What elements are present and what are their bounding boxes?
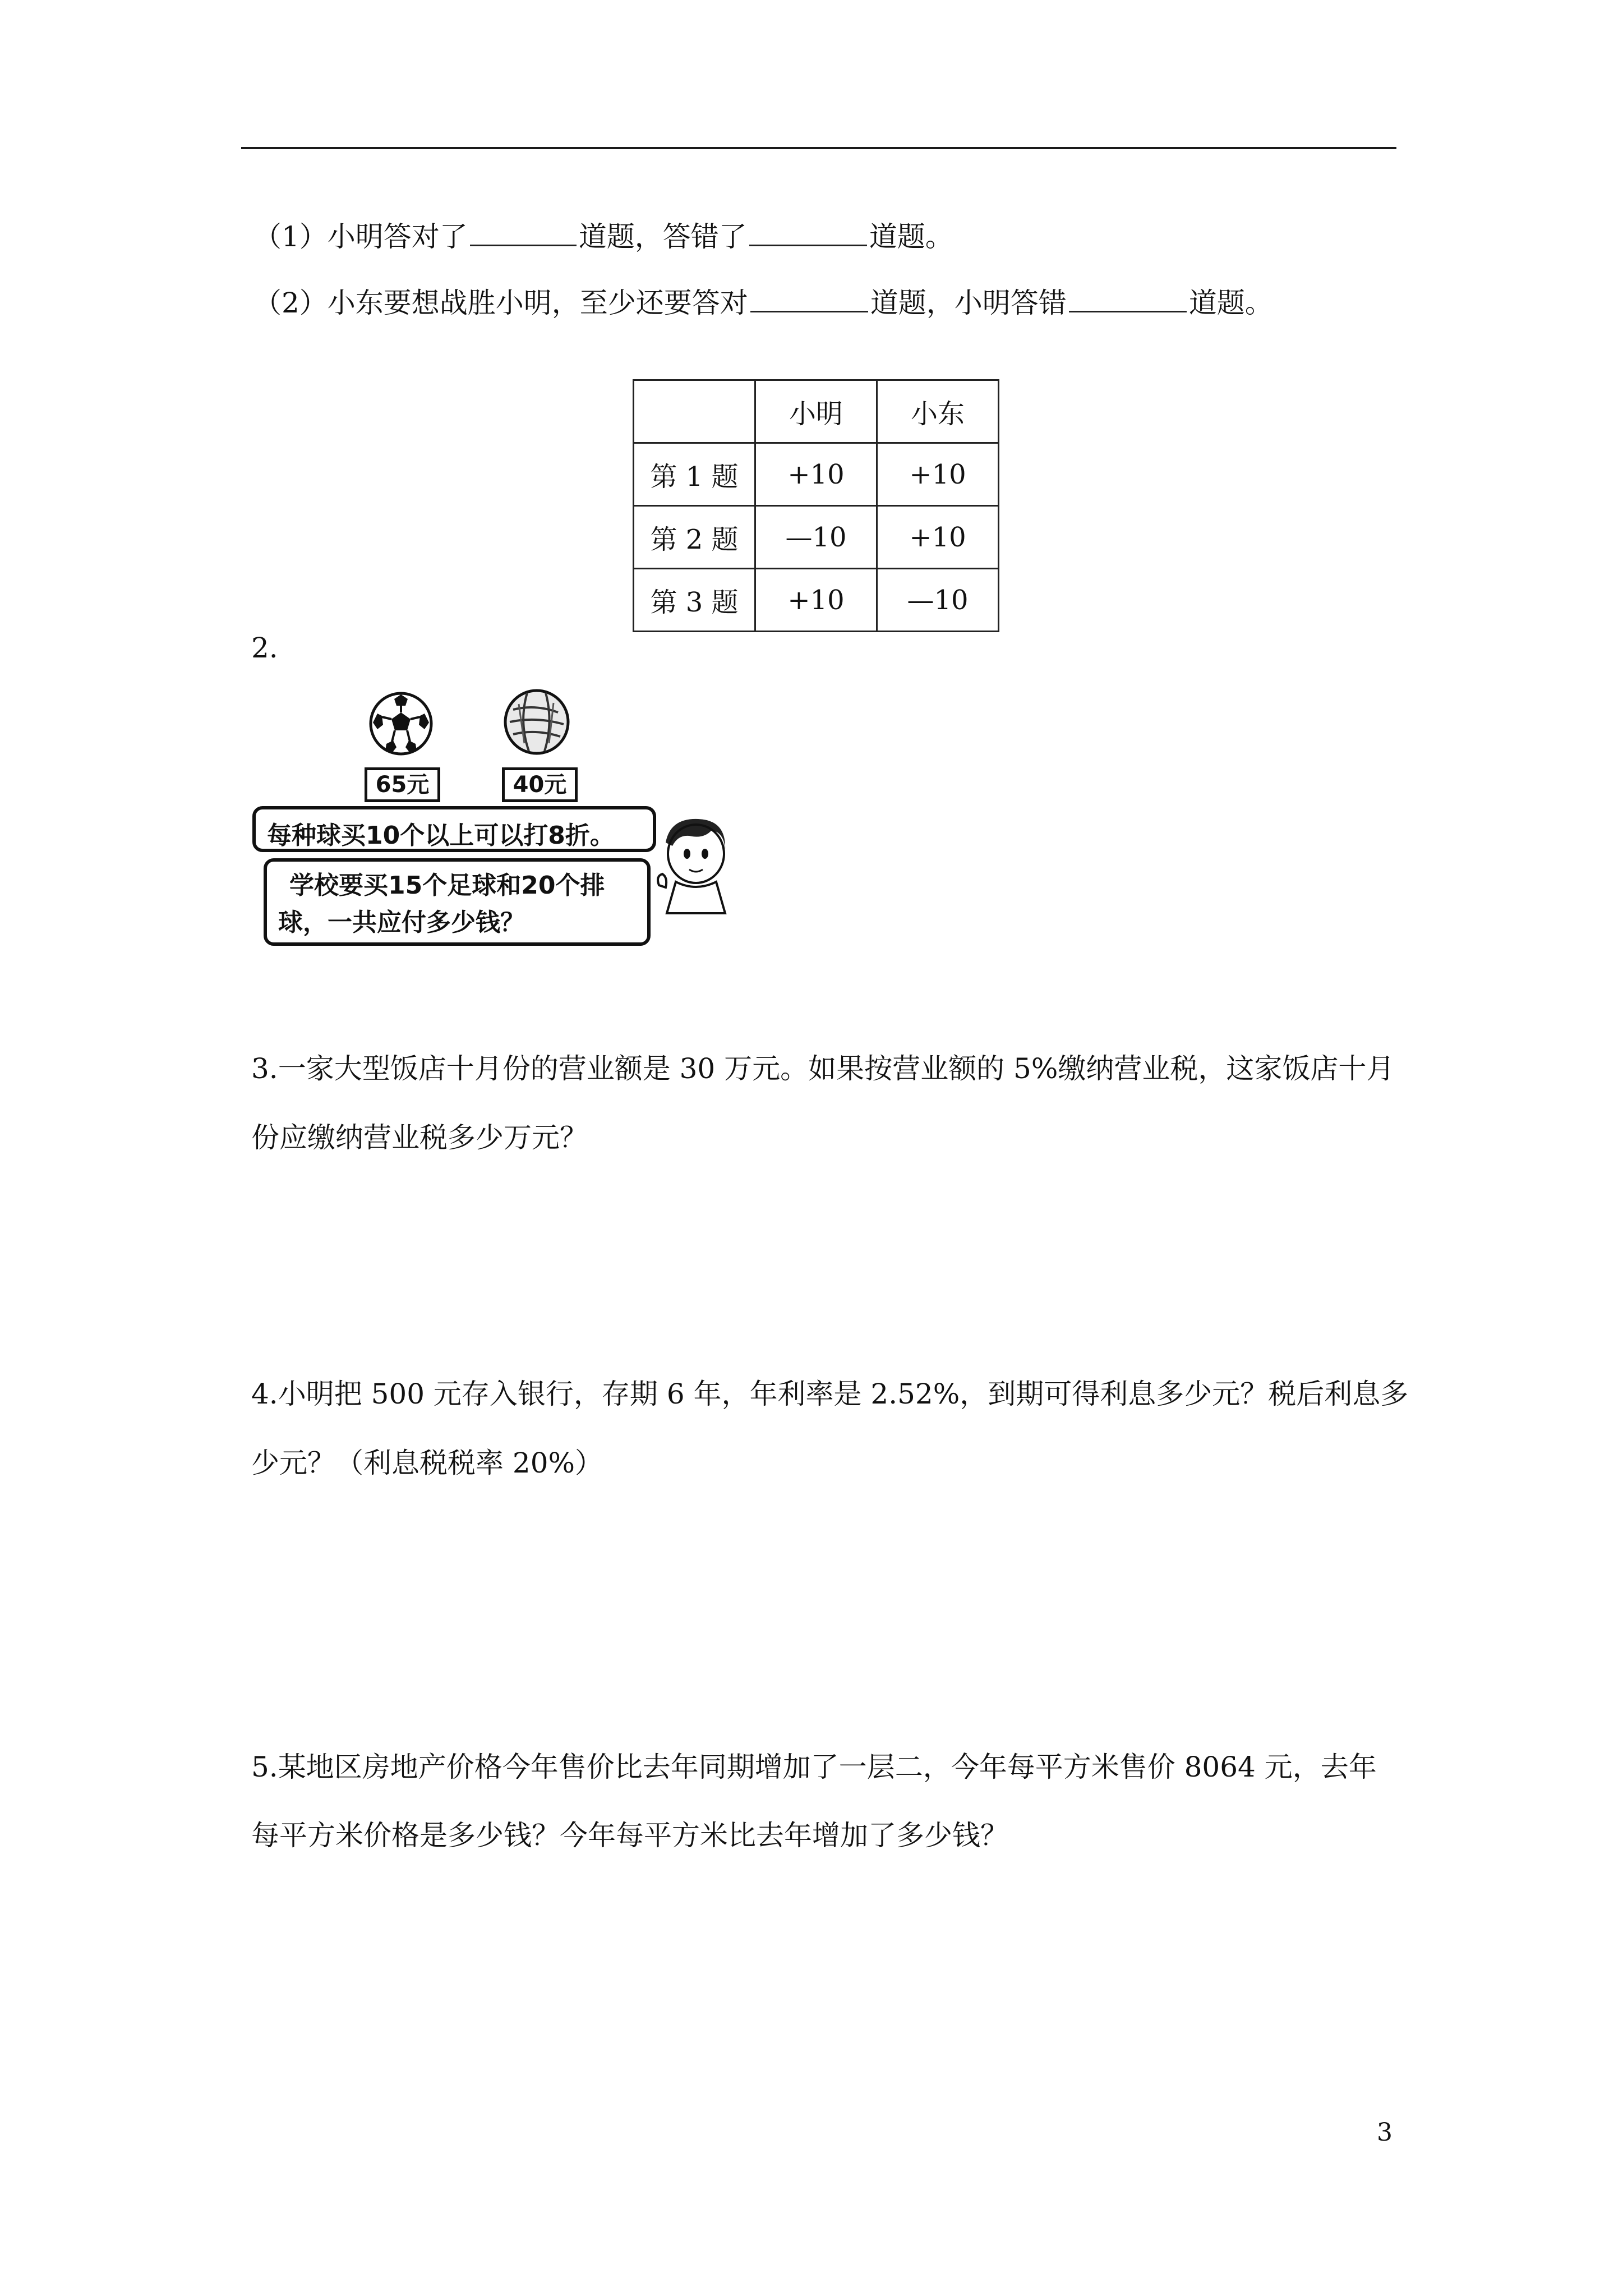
q1-sub-1-mid: 道题，答错了 (578, 220, 747, 253)
q3-line-1: 3.一家大型饭店十月份的营业额是 30 万元。如果按营业额的 5%缴纳营业税，这家饭店十月 (251, 1052, 1395, 1085)
q3-line-2: 份应缴纳营业税多少万元？ (251, 1121, 588, 1154)
score-table (633, 379, 999, 632)
table-cell: —10 (877, 569, 999, 632)
table-row (634, 443, 999, 506)
answer-blank[interactable] (470, 220, 577, 246)
table-header-xiaoming: 小明 (755, 380, 877, 443)
q1-sub-2 (253, 286, 1273, 320)
table-cell: +10 (877, 506, 999, 569)
table-cell (634, 380, 755, 443)
volleyball-icon (502, 687, 572, 757)
bubble-text: 每种球买10个以上可以打8折。 (267, 821, 615, 850)
table-cell: +10 (877, 443, 999, 506)
q2-illustration (252, 673, 757, 987)
header-rule (241, 147, 1396, 149)
answer-blank[interactable] (750, 286, 868, 312)
table-header-row (634, 380, 999, 443)
q1-sub-1-prefix: （1）小明答对了 (253, 220, 468, 253)
answer-blank[interactable] (1069, 286, 1187, 312)
volleyball-price-tag: 40元 (502, 767, 578, 802)
question-speech-bubble (264, 858, 651, 946)
table-cell: —10 (755, 506, 877, 569)
boy-character-illustration (653, 813, 737, 914)
table-row (634, 569, 999, 632)
q1-sub-1 (253, 220, 953, 254)
q2-number: 2. (251, 632, 278, 664)
soccer-price-tag: 65元 (365, 767, 440, 802)
q5-line-1: 5.某地区房地产价格今年售价比去年同期增加了一层二，今年每平方米售价 8064 元，去年 (251, 1751, 1377, 1783)
table-header-xiaodong: 小东 (877, 380, 999, 443)
bubble-text: 学校要买15个足球和20个排 (289, 871, 605, 900)
q5-line-2: 每平方米价格是多少钱？今年每平方米比去年增加了多少钱？ (251, 1819, 1008, 1852)
discount-speech-bubble (252, 806, 656, 852)
q1-sub-2-prefix: （2）小东要想战胜小明，至少还要答对 (253, 287, 748, 319)
q1-sub-2-suffix: 道题。 (1188, 287, 1273, 319)
table-row (634, 506, 999, 569)
q4-line-2: 少元？（利息税税率 20%） (251, 1447, 603, 1479)
q1-sub-2-mid: 道题，小明答错 (870, 287, 1067, 319)
q4-line-1: 4.小明把 500 元存入银行，存期 6 年，年利率是 2.52%，到期可得利息多少元？税后利息多 (251, 1378, 1409, 1410)
table-cell: +10 (755, 443, 877, 506)
answer-blank[interactable] (749, 220, 867, 246)
soccer-ball-icon (367, 690, 435, 757)
page-number: 3 (1377, 2118, 1393, 2147)
table-cell: 第 3 题 (634, 569, 755, 632)
bubble-text: 球，一共应付多少钱？ (278, 908, 525, 937)
table-cell: 第 1 题 (634, 443, 755, 506)
table-cell: 第 2 题 (634, 506, 755, 569)
q1-sub-1-suffix: 道题。 (869, 220, 953, 253)
table-cell: +10 (755, 569, 877, 632)
